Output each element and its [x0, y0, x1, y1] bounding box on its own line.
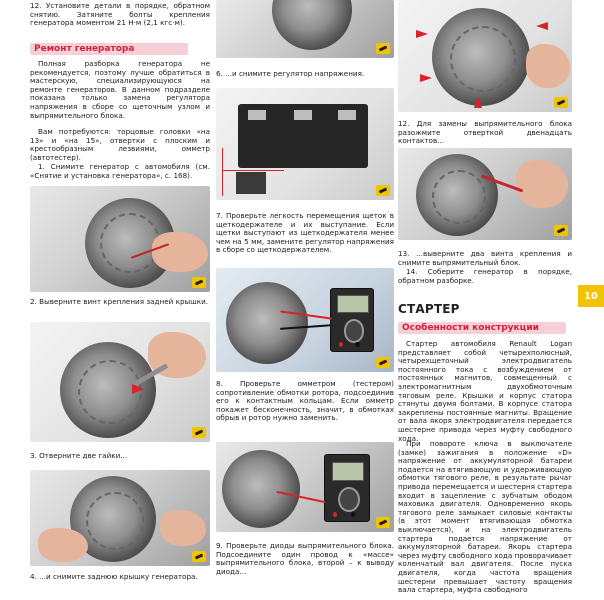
rectifier-image	[222, 450, 300, 528]
tool-badge-icon	[192, 427, 206, 438]
step-12-caption: 12. Для замены выпрямительного блока разожмите отверткой двенадцать контактов...	[398, 119, 572, 146]
step-1-text: 1. Снимите генератор с автомобиля (см. «Снятие и установка генератора», с. 168).	[30, 162, 210, 180]
chapter-tab: 10	[578, 285, 604, 307]
step-3-photo	[30, 322, 210, 442]
step-13-caption: 13. ...выверните два винта крепления и снимите выпрямительный блок.	[398, 249, 572, 267]
voltage-regulator-image	[238, 104, 368, 168]
tool-badge-icon	[376, 357, 390, 368]
starter-paragraph-1: Стартер автомобиля Renault Logan представляет собой четырехполюсный, четырехщеточный электродвигатель постоянного тока с возбуждением от постоянных магнитов, совмещенный с электромагнитным двухобмоточным тяговым реле. Крышки и корпус статора стянуты двумя болтами. В корпусе статора закреплены постоянные магниты. Вращение от вала якоря электродвигателя передается шестерне привода через муфту свободного хода.	[398, 339, 572, 443]
section-title-starter: СТАРТЕР	[398, 302, 460, 316]
red-arrow-icon	[420, 74, 432, 82]
step-8-photo	[216, 268, 394, 372]
tool-badge-icon	[376, 185, 390, 196]
tool-badge-icon	[376, 43, 390, 54]
intro-text: 12. Установите детали в порядке, обратном снятию. Затяните болты крепления генератора моментом 21 Н·м (2,1 кгс·м).	[30, 1, 210, 28]
rotor-image	[226, 282, 308, 364]
step-4-caption: 4. ...и снимите заднюю крышку генератора.	[30, 572, 198, 581]
step-9-caption: 9. Проверьте диоды выпрямительного блока. Подсоедините один провод к «массе» выпрямительного блока, второй – к выводу диода...	[216, 541, 394, 576]
section-banner-design-features: Особенности конструкции	[398, 322, 566, 334]
paragraph-tools-needed: Вам потребуются: торцовые головки «на 13» и «на 15», отвертки с плоским и крестообразным лезвиями, омметр (автотестер).	[30, 127, 210, 162]
step-2-caption: 2. Выверните винт крепления задней крышки.	[30, 297, 209, 306]
step-9-photo	[216, 442, 394, 532]
step-14-caption: 14. Соберите генератор в порядке, обратном разборке.	[398, 267, 572, 285]
hand-image	[516, 160, 568, 208]
multimeter-image	[330, 288, 374, 352]
tool-badge-icon	[192, 277, 206, 288]
brush-holder-image	[236, 172, 266, 194]
hand-image	[526, 44, 570, 88]
step-3-caption: 3. Отверните две гайки...	[30, 451, 128, 460]
red-arrow-icon	[474, 96, 482, 108]
tool-badge-icon	[554, 97, 568, 108]
section-banner-generator-repair: Ремонт генератора	[30, 43, 188, 55]
tool-badge-icon	[554, 225, 568, 236]
step-2-photo	[30, 186, 210, 292]
hand-image	[152, 232, 208, 272]
step-12-photo	[398, 0, 572, 112]
step-8-caption: 8. Проверьте омметром (тестером) сопротивление обмотки ротора, подсоединив его к контактным кольцам. Если омметр покажет бесконечность, значит, в обмотках обрыв и ротор нужно заменить.	[216, 379, 394, 423]
step-4-photo	[30, 470, 210, 566]
hand-image	[38, 528, 88, 562]
step-5-photo	[216, 0, 394, 58]
multimeter-image	[324, 454, 370, 522]
alternator-image	[272, 0, 352, 50]
step-7-caption: 7. Проверьте легкость перемещения щеток в щеткодержателе и их выступание. Если щетки выступают из щеткодержателя менее чем на 5 мм, замените регулятор напряжения в сборе со щеткодержателем.	[216, 211, 394, 255]
step-13-photo	[398, 148, 572, 240]
tool-badge-icon	[192, 551, 206, 562]
red-arrow-icon	[132, 384, 144, 394]
hand-image	[160, 510, 206, 546]
tool-badge-icon	[376, 517, 390, 528]
measure-line	[222, 148, 223, 196]
step-6-caption: 6. ...и снимите регулятор напряжения.	[216, 69, 365, 78]
paragraph-disassembly-warning: Полная разборка генератора не рекомендуется, поэтому лучше обратиться в мастерскую, специализирующуюся на ремонте генераторов. В данном подразделе показана только замена регулятора напряжения в сборе со щеточным узлом и выпрямительного блока.	[30, 59, 210, 120]
starter-paragraph-2: При повороте ключа в выключателе (замке) зажигания в положение «D» напряжение от аккумуляторной батареи подается на втягивающую и удерживающую обмотки тягового реле, в результате рычаг привода перемещается и шестерня стартера входит в зацепление с зубчатым ободом маховика двигателя. Одновременно якорь тягового реле замыкает силовые контакты (в этот момент втягивающая обмотка выключается), и на электродвигатель стартера подается напряжение от аккумуляторной батареи. Якорь стартера через муфту свободного хода проворачивает коленчатый вал двигателя. После пуска двигателя, когда частота вращения шестерни превышает частоту вращения вала стартера, муфта свободного	[398, 440, 572, 595]
red-arrow-icon	[536, 22, 548, 30]
red-arrow-icon	[416, 30, 428, 38]
voltage-regulator-photo	[216, 88, 394, 200]
